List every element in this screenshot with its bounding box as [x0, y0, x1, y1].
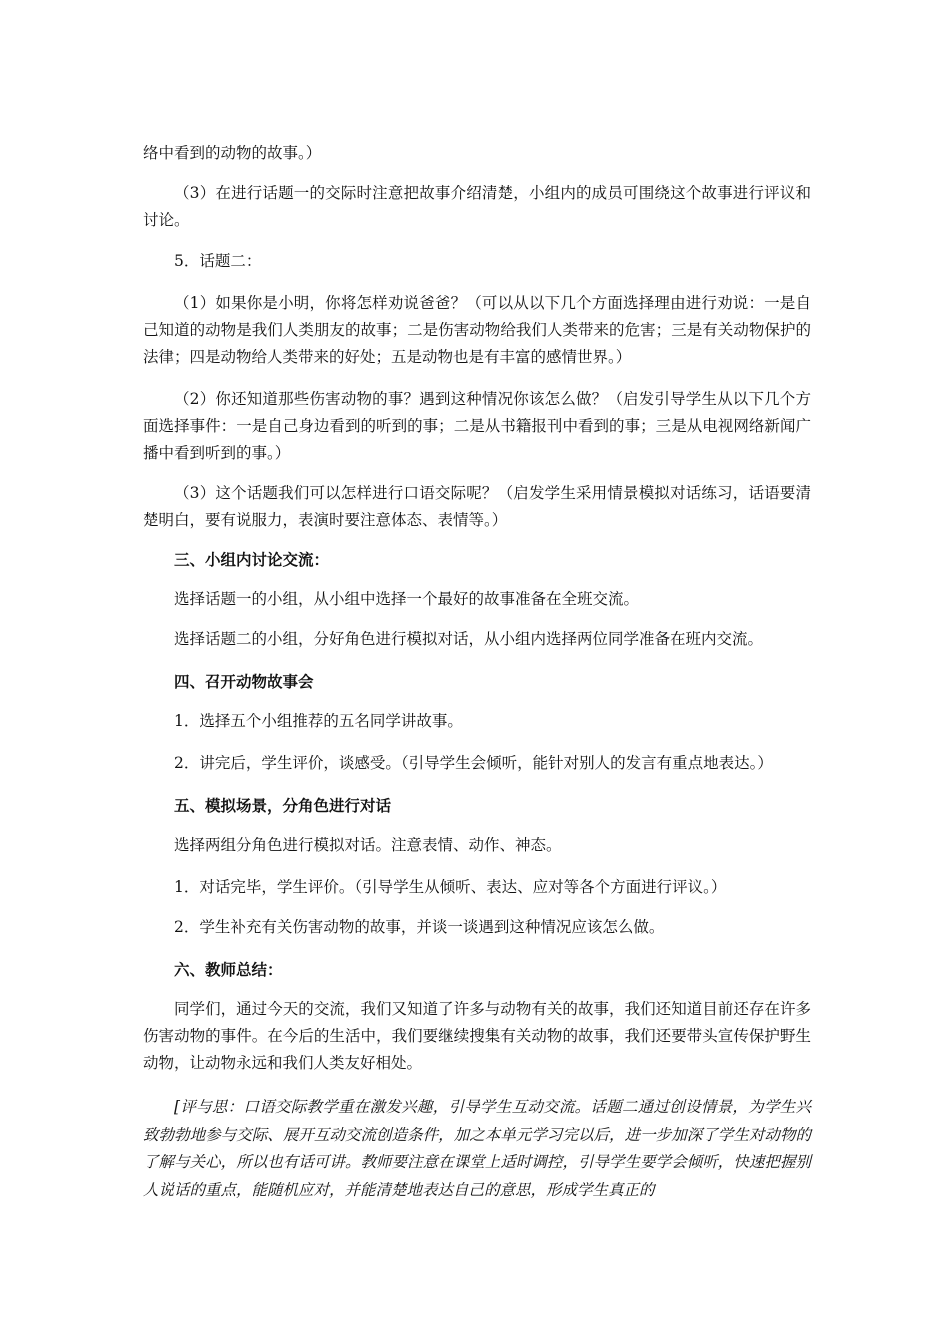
section-heading-5: 五、模拟场景，分角色进行对话: [174, 796, 392, 815]
paragraph-section4-item2: 2．讲完后，学生评价，谈感受。（引导学生会倾听，能针对别人的发言有重点地表达。）: [174, 754, 773, 772]
section-heading-3: 三、小组内讨论交流：: [174, 550, 330, 569]
paragraph-section5-item1: 1．对话完毕，学生评价。（引导学生从倾听、表达、应对等各个方面进行评议。）: [174, 878, 727, 896]
paragraph-topic1-item3: （3）在进行话题一的交际时注意把故事介绍清楚，小组内的成员可围绕这个故事进行评议和讨论。: [143, 184, 811, 229]
paragraph-topic2-item1: （1）如果你是小明，你将怎样劝说爸爸？（可以从以下几个方面选择理由进行劝说：一是自己知道的动物是我们人类朋友的故事；二是伤害动物给我们人类带来的危害；三是有关动物保护的法律；四是动物给人类带来的好处；五是动物也是有丰富的感情世界。）: [143, 294, 811, 366]
paragraph-topic2-title: 5．话题二：: [174, 252, 262, 270]
paragraph-section5-intro: 选择两组分角色进行模拟对话。注意表情、动作、神态。: [174, 836, 562, 854]
paragraph-topic2-item2: （2）你还知道那些伤害动物的事？遇到这种情况你该怎么做？（启发引导学生从以下几个方面选择事件：一是自己身边看到的听到的事；二是从书籍报刊中看到的事；三是从电视网络新闻广播中看到听到的事。）: [143, 390, 811, 462]
paragraph-topic2-item3: （3）这个话题我们可以怎样进行口语交际呢？（启发学生采用情景模拟对话练习，话语要清楚明白，要有说服力，表演时要注意体态、表情等。）: [143, 484, 811, 529]
paragraph-section4-item1: 1．选择五个小组推荐的五名同学讲故事。: [174, 712, 463, 730]
section-heading-6: 六、教师总结：: [174, 960, 283, 979]
section-heading-4: 四、召开动物故事会: [174, 672, 314, 691]
paragraph-section3-line1: 选择话题一的小组，从小组中选择一个最好的故事准备在全班交流。: [174, 590, 640, 608]
paragraph-section3-line2: 选择话题二的小组，分好角色进行模拟对话，从小组内选择两位同学准备在班内交流。: [174, 630, 764, 648]
paragraph-section5-item2: 2．学生补充有关伤害动物的故事，并谈一谈遇到这种情况应该怎么做。: [174, 918, 665, 936]
paragraph-teacher-summary: 同学们，通过今天的交流，我们又知道了许多与动物有关的故事，我们还知道目前还存在许多伤害动物的事件。在今后的生活中，我们要继续搜集有关动物的故事，我们还要带头宣传保护野生动物，让动物永远和我们人类友好相处。: [143, 1000, 811, 1072]
paragraph-continuation: 络中看到的动物的故事。）: [143, 144, 322, 162]
paragraph-commentary: [评与思：口语交际教学重在激发兴趣，引导学生互动交流。话题二通过创设情景，为学生兴致勃勃地参与交际、展开互动交流创造条件，加之本单元学习完以后，进一步加深了学生对动物的了解与关心，所以也有话可讲。教师要注意在课堂上适时调控，引导学生要学会倾听，快速把握别人说话的重点，能随机应对，并能清楚地表达自己的意思，形成学生真正的: [143, 1098, 811, 1199]
